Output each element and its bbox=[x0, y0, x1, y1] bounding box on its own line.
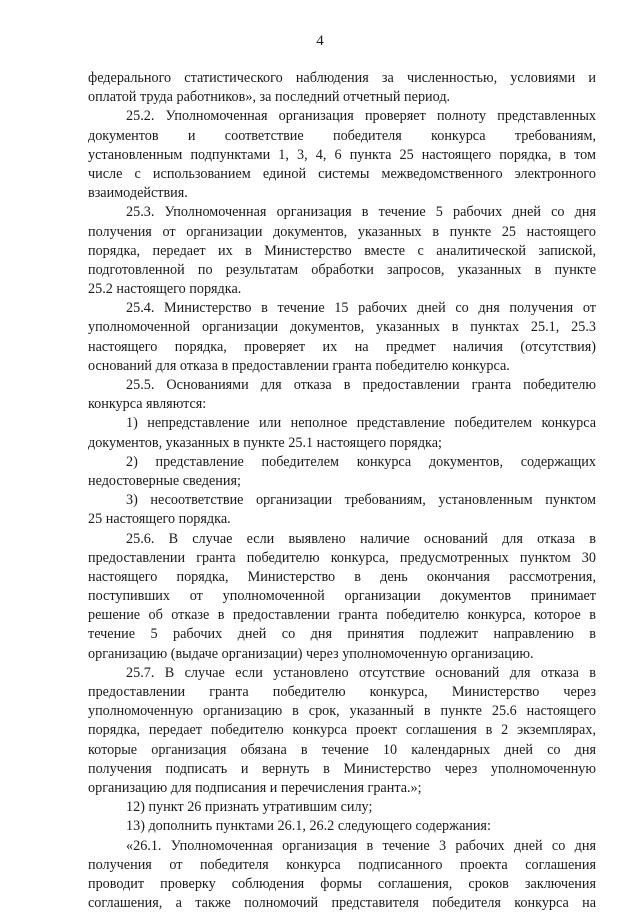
text-line: 13) дополнить пунктами 26.1, 26.2 следующего содержания: bbox=[126, 818, 491, 835]
text-line: взаимодействия. bbox=[88, 185, 188, 202]
text-line: порядка, передает победителю конкурса проект соглашения в 2 экземплярах, bbox=[88, 722, 596, 739]
text-line: 25.2 настоящего порядка. bbox=[88, 281, 242, 298]
text-line: 25.2. Уполномоченная организация проверяет полноту представленных bbox=[126, 108, 596, 125]
text-line: 12) пункт 26 признать утратившим силу; bbox=[126, 799, 373, 816]
text-line: 1) непредставление или неполное представление победителем конкурса bbox=[126, 415, 596, 432]
text-line: «26.1. Уполномоченная организация в течение 3 рабочих дней со дня bbox=[126, 837, 596, 854]
text-line: решение об отказе в предоставлении гранта победителю конкурса, которое в bbox=[88, 607, 596, 624]
text-line: подготовленной по результатам обработки запросов, указанных в пункте bbox=[88, 261, 596, 278]
text-line: течение 5 рабочих дней со дня принятия подлежит направлению в bbox=[88, 626, 596, 643]
text-line: предоставлении гранта победителю конкурса, Министерство через bbox=[88, 684, 596, 700]
text-line: 25.5. Основаниями для отказа в предоставлении гранта победителю bbox=[126, 377, 596, 393]
text-line: 25.4. Министерство в течение 15 рабочих дней со дня получения от bbox=[126, 300, 596, 317]
text-line: 25.7. В случае если установлено отсутствие оснований для отказа в bbox=[126, 664, 596, 681]
text-line: 25.3. Уполномоченная организация в течение 5 рабочих дней со дня bbox=[126, 204, 596, 221]
text-line: 2) представление победителем конкурса документов, содержащих bbox=[126, 453, 596, 470]
text-line: поступивших от уполномоченной организации документов принимает bbox=[88, 588, 596, 605]
text-line: организацию (выдаче организации) через уполномоченную организацию. bbox=[88, 645, 534, 662]
text-line: порядка, передает их в Министерство вместе с аналитической запиской, bbox=[88, 242, 596, 259]
text-line: установленным подпунктами 1, 3, 4, 6 пункта 25 настоящего порядка, в том bbox=[88, 146, 596, 163]
text-line: настоящего порядка, проверяет их на предмет наличия (отсутствия) bbox=[88, 338, 596, 355]
text-line: уполномоченной организации документов, указанных в пунктах 25.1, 25.3 bbox=[88, 319, 596, 336]
page-number: 4 bbox=[316, 33, 324, 49]
text-line: проводит проверку соблюдения формы соглашения, сроков заключения bbox=[88, 875, 596, 892]
text-line: организацию для подписания и перечисления гранта.»; bbox=[88, 779, 422, 796]
text-line: конкурса являются: bbox=[88, 396, 207, 413]
text-line: 3) несоответствие организации требованиям, установленным пунктом bbox=[126, 492, 596, 509]
text-line: получения от организации документов, указанных в пункте 25 настоящего bbox=[88, 223, 596, 240]
text-line: получения подписать и вернуть в Министерство через уполномоченную bbox=[88, 760, 596, 777]
text-line: уполномоченную организацию в срок, указанный в пункте 25.6 настоящего bbox=[88, 703, 596, 720]
text-line: 25 настоящего порядка. bbox=[88, 511, 231, 528]
text-line: получения от победителя конкурса подписанного проекта соглашения bbox=[88, 856, 596, 873]
text-line: документов, указанных в пункте 25.1 настоящего порядка; bbox=[88, 434, 442, 451]
text-line: 25.6. В случае если выявлено наличие оснований для отказа в bbox=[126, 530, 596, 547]
text-line: оснований для отказа в предоставлении гранта победителю конкурса. bbox=[88, 357, 510, 374]
text-line: числе с использованием единой системы межведомственного электронного bbox=[88, 165, 596, 182]
body-text bbox=[88, 69, 596, 913]
text-line: оплатой труда работников», за последний отчетный период. bbox=[88, 89, 451, 106]
text-line: федерального статистического наблюдения за численностью, условиями и bbox=[88, 70, 596, 86]
text-line: настоящего порядка, Министерство в день окончания рассмотрения, bbox=[88, 568, 596, 585]
text-line: соглашения, а также полномочий представителя победителя конкурса на bbox=[88, 895, 596, 912]
text-line: недостоверные сведения; bbox=[88, 472, 241, 489]
text-line: которые организация обязана в течение 10 календарных дней со дня bbox=[88, 741, 596, 758]
text-line: документов и соответствие победителя конкурса требованиям, bbox=[88, 127, 596, 144]
text-line: предоставлении гранта победителю конкурса, предусмотренных пунктом 30 bbox=[88, 549, 596, 566]
